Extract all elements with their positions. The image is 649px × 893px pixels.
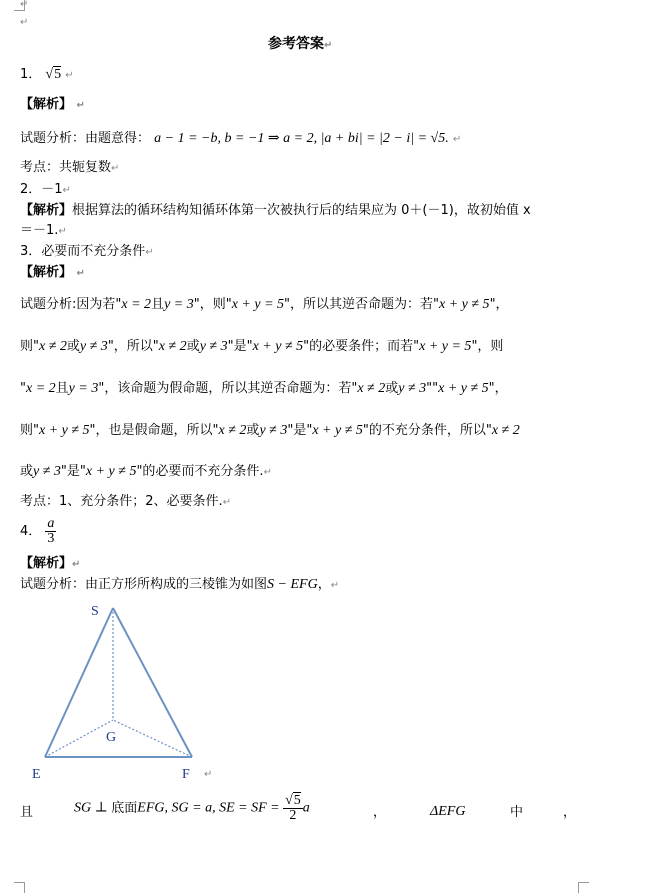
q3-line-2: 则"x ≠ 2或y ≠ 3"，所以"x ≠ 2或y ≠ 3"是"x + y ≠ 5"的必要条件；而若"x + y = 5"，则 (20, 339, 504, 354)
q3-jiexi: 【解析】 ↵ (20, 265, 85, 280)
q1-analysis: 试题分析：由题意得： a − 1 = −b, b = −1 ⇒ a = 2, |a + bi| = |2 − i| = √5. ↵ (20, 131, 462, 146)
q3-answer: 3．必要而不充分条件↵ (20, 244, 154, 259)
paragraph-mark: ↵ (20, 0, 29, 10)
q3-line-3: "x = 2且y = 3"，该命题为假命题，所以其逆否命题为：若"x ≠ 2或y ≠ 3""x + y ≠ 5"， (20, 381, 508, 396)
q3-line-4: 则"x + y ≠ 5"，也是假命题，所以"x ≠ 2或y ≠ 3"是"x + y ≠ 5"的不充分条件，所以"x ≠ 2 (20, 423, 520, 438)
q4-bottom-qie: 且 (20, 805, 34, 820)
q4-bottom-comma-1: ， (373, 805, 387, 820)
q2-analysis: 【解析】根据算法的循环结构知循环体第一次被执行后的结果应为 0＋(－1)，故初始值 x (20, 203, 531, 218)
edge-se (45, 608, 113, 757)
q1-jiexi: 【解析】 ↵ (20, 97, 85, 112)
page-title: 参考答案↵ (268, 36, 333, 52)
q2-analysis-cont: ＝－1.↵ (20, 223, 67, 238)
q4-jiexi: 【解析】↵ (20, 556, 81, 571)
paragraph-mark: ↵ (204, 769, 213, 780)
vertex-label-s: S (91, 604, 99, 619)
vertex-label-f: F (182, 767, 190, 782)
edge-sf (113, 608, 192, 757)
paragraph-mark: ↵ (20, 17, 29, 28)
vertex-label-e: E (32, 767, 41, 782)
edge-fg (113, 720, 192, 757)
q4-analysis: 试题分析：由正方形所构成的三棱锥为如图S − EFG，↵ (20, 577, 340, 592)
q3-kaodian: 考点：1、充分条件；2、必要条件.↵ (20, 494, 232, 509)
q2-answer: 2．－1↵ (20, 182, 71, 197)
q4-bottom-comma-2: ， (563, 805, 577, 820)
q1-kaodian: 考点：共轭复数↵ (20, 160, 120, 175)
q4-answer: 4． $\frac{a}{3}$ (20, 516, 55, 546)
q3-line-5: 或y ≠ 3"是"x + y ≠ 5"的必要而不充分条件.↵ (20, 464, 272, 479)
q4-bottom-triangle: ΔEFG (430, 804, 466, 819)
vertex-label-g: G (106, 730, 117, 745)
q4-bottom-formula: SG ⊥ 底面EFG, SG = a, SE = SF = $\frac{√5}{2}$ a (74, 793, 310, 823)
q1-answer: 1． √5 ↵ (20, 67, 74, 82)
q4-bottom-zhong: 中 (510, 805, 524, 820)
edge-eg (45, 720, 113, 757)
q3-line-1: 试题分析:因为若"x = 2且y = 3"，则"x + y = 5"，所以其逆否命题为：若"x + y ≠ 5"， (20, 297, 509, 312)
pyramid-edges (45, 608, 192, 757)
